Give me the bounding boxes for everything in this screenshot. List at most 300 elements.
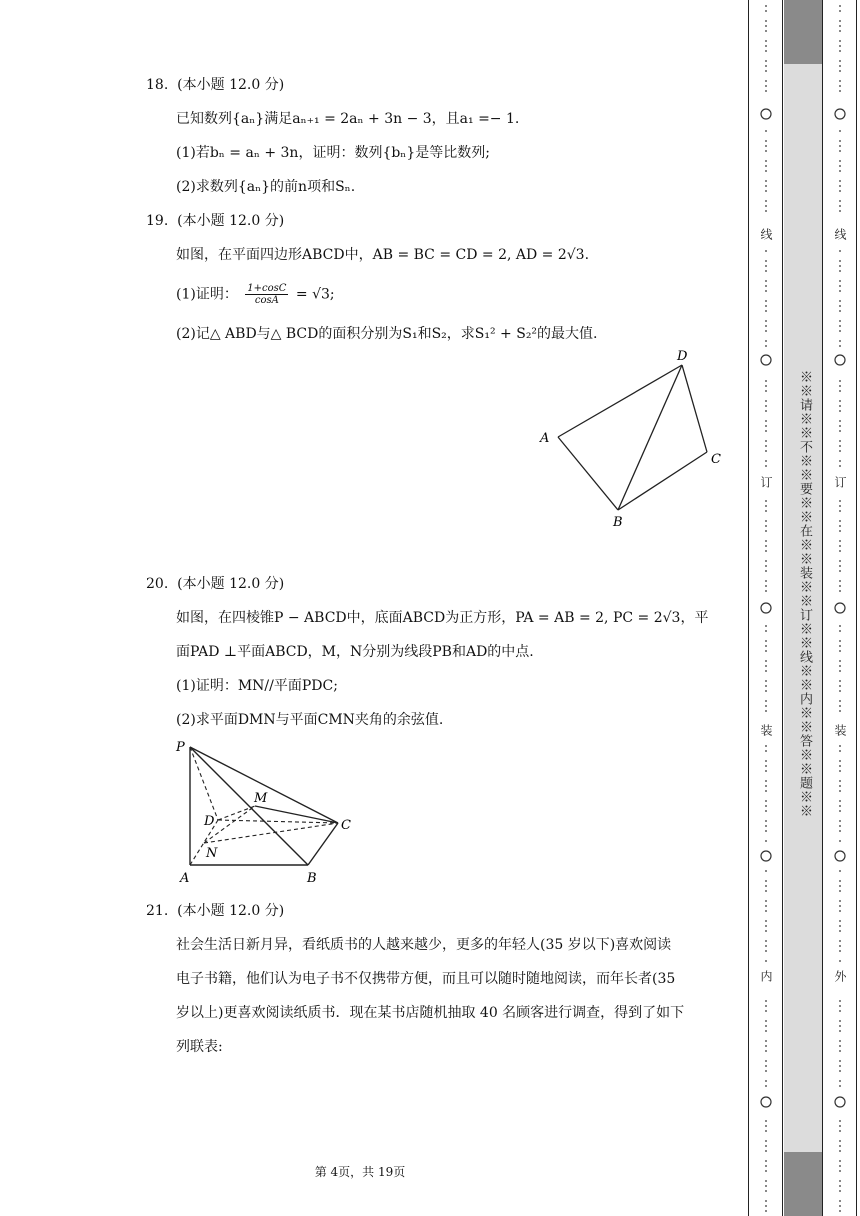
binding-bottom-block xyxy=(784,1152,822,1216)
seal-dot xyxy=(765,400,767,402)
seal-dot xyxy=(765,560,767,562)
seal-dot xyxy=(765,165,767,167)
seal-dot xyxy=(765,1050,767,1052)
seal-dot xyxy=(765,650,767,652)
seal-dot xyxy=(765,790,767,792)
seal-dot xyxy=(765,1080,767,1082)
seal-dot xyxy=(839,1060,841,1062)
seal-dot xyxy=(765,340,767,342)
seal-dot xyxy=(765,1000,767,1002)
seal-dot xyxy=(839,325,841,327)
seal-dot xyxy=(765,160,767,162)
seal-dot xyxy=(839,645,841,647)
seal-dot xyxy=(765,810,767,812)
seal-dot xyxy=(839,405,841,407)
seal-dot xyxy=(765,410,767,412)
seal-dot xyxy=(765,630,767,632)
seal-dot xyxy=(765,1065,767,1067)
seal-dot xyxy=(839,170,841,172)
seal-dot xyxy=(839,710,841,712)
seal-dot xyxy=(765,1190,767,1192)
seal-dot xyxy=(765,690,767,692)
seal-dot xyxy=(765,190,767,192)
seal-dot xyxy=(839,440,841,442)
seal-dot xyxy=(839,760,841,762)
seal-dot xyxy=(839,280,841,282)
seal-dot xyxy=(839,460,841,462)
seal-dot xyxy=(839,745,841,747)
seal-dot xyxy=(839,320,841,322)
seal-dot xyxy=(839,10,841,12)
seal-dot xyxy=(765,430,767,432)
seal-dot xyxy=(765,1005,767,1007)
seal-dot xyxy=(839,945,841,947)
label-D: D xyxy=(204,814,215,829)
outer-mark-ding: 订 xyxy=(833,476,847,489)
seal-dot xyxy=(765,310,767,312)
seal-dot xyxy=(839,685,841,687)
seal-dot xyxy=(765,1165,767,1167)
seal-dot xyxy=(839,630,841,632)
seal-dot xyxy=(839,85,841,87)
seal-dot xyxy=(765,285,767,287)
seal-dot xyxy=(765,540,767,542)
seal-dot xyxy=(839,1190,841,1192)
seal-dot xyxy=(765,510,767,512)
seal-dot xyxy=(765,505,767,507)
seal-dot xyxy=(839,1140,841,1142)
seal-dot xyxy=(839,1210,841,1212)
seal-dot xyxy=(839,1030,841,1032)
seal-dot xyxy=(839,825,841,827)
seal-dot xyxy=(839,270,841,272)
seal-dot xyxy=(839,25,841,27)
seal-dot xyxy=(765,945,767,947)
seal-dot xyxy=(839,1200,841,1202)
label-C: C xyxy=(711,452,721,467)
seal-dot xyxy=(765,30,767,32)
seal-dot xyxy=(839,810,841,812)
seal-dot xyxy=(765,210,767,212)
seal-dot xyxy=(765,585,767,587)
seal-dot xyxy=(765,305,767,307)
seal-dot xyxy=(839,940,841,942)
seal-dot xyxy=(765,1140,767,1142)
seal-dot xyxy=(765,60,767,62)
seal-dot xyxy=(839,1125,841,1127)
label-D: D xyxy=(677,349,688,364)
seal-dot xyxy=(765,70,767,72)
seal-dot xyxy=(839,145,841,147)
seal-dot xyxy=(839,1020,841,1022)
seal-dot xyxy=(765,905,767,907)
seal-dot xyxy=(765,50,767,52)
seal-dot xyxy=(765,450,767,452)
outer-seal-line xyxy=(826,0,854,1216)
seal-dot xyxy=(839,670,841,672)
seal-dot xyxy=(765,900,767,902)
q18-line-1: 已知数列{aₙ}满足aₙ₊₁ = 2aₙ + 3n − 3，且a₁ =− 1. xyxy=(176,111,520,127)
seal-dot xyxy=(839,450,841,452)
seal-dot xyxy=(765,930,767,932)
seal-dot xyxy=(765,770,767,772)
q20-part-2: (2)求平面DMN与平面CMN夹角的余弦值. xyxy=(176,712,444,728)
seal-dot xyxy=(839,30,841,32)
seal-dot xyxy=(839,165,841,167)
seal-dot xyxy=(839,565,841,567)
seal-dot xyxy=(839,820,841,822)
seal-dot xyxy=(839,290,841,292)
q20-line-2: 面PAD ⊥平面ABCD，M，N分别为线段PB和AD的中点. xyxy=(176,644,534,660)
no-answer-notice: ※※请※※不※※要※※在※※装※※订※※线※※内※※答※※题※※ xyxy=(797,370,812,818)
seal-dot xyxy=(839,160,841,162)
seal-dot xyxy=(765,530,767,532)
seal-dot xyxy=(839,800,841,802)
seal-dot xyxy=(839,1065,841,1067)
label-M: M xyxy=(254,791,268,806)
seal-dot xyxy=(765,785,767,787)
seal-dot xyxy=(839,140,841,142)
seal-dot xyxy=(765,710,767,712)
seal-dot xyxy=(765,1200,767,1202)
seal-dot xyxy=(765,705,767,707)
seal-dot xyxy=(765,760,767,762)
seal-dot xyxy=(839,530,841,532)
seal-dot xyxy=(839,40,841,42)
seal-dot xyxy=(839,1010,841,1012)
quadrilateral-figure xyxy=(530,345,730,535)
seal-dot xyxy=(765,830,767,832)
q18-part-1: (1)若bₙ = aₙ + 3n，证明：数列{bₙ}是等比数列; xyxy=(176,145,490,161)
q21-line-4: 列联表: xyxy=(176,1039,223,1055)
q19-line-1: 如图，在平面四边形ABCD中，AB = BC = CD = 2, AD = 2√3. xyxy=(176,247,590,263)
seal-dot xyxy=(765,550,767,552)
seal-dot xyxy=(765,40,767,42)
seal-dot xyxy=(839,750,841,752)
seal-dot xyxy=(765,1160,767,1162)
seal-dot xyxy=(765,1045,767,1047)
seal-dot xyxy=(765,260,767,262)
seal-dot xyxy=(839,625,841,627)
q19-part-2: (2)记△ ABD与△ BCD的面积分别为S₁和S₂，求S₁² + S₂²的最大值. xyxy=(176,326,598,342)
seal-dot xyxy=(839,570,841,572)
outer-mark-wai: 外 xyxy=(833,970,847,983)
label-A: A xyxy=(540,431,550,446)
seal-dot xyxy=(839,1145,841,1147)
seal-dot xyxy=(839,1085,841,1087)
seal-dot xyxy=(765,565,767,567)
seal-dot xyxy=(839,45,841,47)
binding-border-right xyxy=(856,0,857,1216)
seal-dot xyxy=(765,20,767,22)
pyramid-figure xyxy=(170,735,370,890)
seal-dot xyxy=(839,705,841,707)
seal-dot xyxy=(839,1185,841,1187)
inner-mark-ding: 订 xyxy=(759,476,773,489)
seal-dot xyxy=(839,785,841,787)
q19-part-1: (1)证明： $\frac{1+\cos C}{\cos A}$ = √3; xyxy=(176,283,335,306)
seal-dot xyxy=(839,250,841,252)
seal-dot xyxy=(765,80,767,82)
seal-dot xyxy=(765,590,767,592)
seal-dot xyxy=(765,805,767,807)
seal-dot xyxy=(839,465,841,467)
seal-dot xyxy=(839,1025,841,1027)
seal-dot xyxy=(765,140,767,142)
seal-dot xyxy=(839,840,841,842)
seal-dot xyxy=(839,550,841,552)
seal-dot xyxy=(765,10,767,12)
seal-dot xyxy=(839,700,841,702)
seal-dot xyxy=(765,1070,767,1072)
seal-dot xyxy=(765,205,767,207)
seal-dot xyxy=(765,520,767,522)
seal-dot xyxy=(765,640,767,642)
seal-dot xyxy=(839,205,841,207)
seal-dot xyxy=(765,880,767,882)
seal-dot xyxy=(839,345,841,347)
label-B: B xyxy=(307,871,317,886)
seal-dot xyxy=(765,660,767,662)
seal-dot xyxy=(765,1060,767,1062)
seal-dot xyxy=(765,1150,767,1152)
seal-dot xyxy=(765,385,767,387)
seal-dot xyxy=(765,950,767,952)
seal-dot xyxy=(765,890,767,892)
seal-dot xyxy=(839,1005,841,1007)
seal-dot xyxy=(765,680,767,682)
seal-dot xyxy=(765,25,767,27)
question-20-header: 20. (本小题 12.0 分) xyxy=(146,576,285,592)
seal-dot xyxy=(765,940,767,942)
seal-dot xyxy=(839,960,841,962)
seal-dot xyxy=(839,265,841,267)
seal-dot xyxy=(839,505,841,507)
seal-dot xyxy=(839,305,841,307)
seal-dot xyxy=(839,260,841,262)
seal-dot xyxy=(839,185,841,187)
seal-dot xyxy=(839,210,841,212)
seal-dot xyxy=(765,645,767,647)
seal-dot xyxy=(839,430,841,432)
seal-dot xyxy=(839,410,841,412)
seal-dot xyxy=(839,890,841,892)
seal-dot xyxy=(839,400,841,402)
seal-dot xyxy=(765,280,767,282)
seal-dot xyxy=(765,670,767,672)
seal-dot xyxy=(839,340,841,342)
seal-dot xyxy=(765,45,767,47)
seal-dot xyxy=(839,665,841,667)
seal-dot xyxy=(765,750,767,752)
seal-dot xyxy=(839,925,841,927)
seal-dot xyxy=(839,1150,841,1152)
label-P: P xyxy=(176,740,185,755)
seal-dot xyxy=(839,680,841,682)
seal-dot xyxy=(839,1050,841,1052)
seal-dot xyxy=(839,905,841,907)
seal-dot xyxy=(765,405,767,407)
seal-dot xyxy=(839,130,841,132)
seal-dot xyxy=(765,570,767,572)
seal-dot xyxy=(839,790,841,792)
seal-dot xyxy=(839,1120,841,1122)
q18-part-2: (2)求数列{aₙ}的前n项和Sₙ. xyxy=(176,179,356,195)
seal-dot xyxy=(839,80,841,82)
q21-line-3: 岁以上)更喜欢阅读纸质书．现在某书店随机抽取 40 名顾客进行调查，得到了如下 xyxy=(176,1005,685,1021)
seal-dot xyxy=(765,700,767,702)
seal-dot xyxy=(765,1205,767,1207)
seal-dot xyxy=(765,1145,767,1147)
seal-dot xyxy=(765,1120,767,1122)
seal-dot xyxy=(839,180,841,182)
seal-dot xyxy=(839,590,841,592)
question-21-header: 21. (本小题 12.0 分) xyxy=(146,903,285,919)
seal-dot xyxy=(839,310,841,312)
seal-dot xyxy=(765,250,767,252)
seal-dot xyxy=(839,1130,841,1132)
seal-dot xyxy=(839,545,841,547)
seal-dot xyxy=(765,960,767,962)
seal-dot xyxy=(765,390,767,392)
q20-part-1: (1)证明：MN//平面PDC; xyxy=(176,678,338,694)
seal-dot xyxy=(839,690,841,692)
seal-dot xyxy=(839,580,841,582)
seal-dot xyxy=(765,525,767,527)
inner-seal-line xyxy=(752,0,780,1216)
seal-dot xyxy=(765,800,767,802)
seal-dot xyxy=(839,500,841,502)
seal-dot xyxy=(765,1040,767,1042)
seal-dot xyxy=(839,1000,841,1002)
seal-dot xyxy=(839,1180,841,1182)
seal-dot xyxy=(839,950,841,952)
seal-dot xyxy=(765,345,767,347)
seal-dot xyxy=(765,685,767,687)
seal-dot xyxy=(839,885,841,887)
seal-dot xyxy=(765,1170,767,1172)
seal-dot xyxy=(839,660,841,662)
seal-dot xyxy=(765,465,767,467)
page-footer: 第 4页，共 19页 xyxy=(314,1165,406,1179)
q20-line-1: 如图，在四棱锥P − ABCD中，底面ABCD为正方形，PA = AB = 2, PC = 2√3，平 xyxy=(176,610,709,626)
seal-dot xyxy=(765,5,767,7)
binding-border-outer xyxy=(822,0,823,1216)
seal-dot xyxy=(765,150,767,152)
seal-dot xyxy=(839,910,841,912)
binding-border-inner xyxy=(782,0,783,1216)
seal-dot xyxy=(839,1040,841,1042)
seal-dot xyxy=(765,820,767,822)
seal-dot xyxy=(765,825,767,827)
seal-dot xyxy=(765,440,767,442)
seal-dot xyxy=(765,265,767,267)
seal-dot xyxy=(839,50,841,52)
seal-dot xyxy=(765,300,767,302)
seal-dot xyxy=(839,930,841,932)
seal-dot xyxy=(765,545,767,547)
seal-dot xyxy=(839,190,841,192)
seal-dot xyxy=(839,330,841,332)
seal-dot xyxy=(765,380,767,382)
seal-dot xyxy=(765,1180,767,1182)
seal-dot xyxy=(839,150,841,152)
seal-dot xyxy=(839,765,841,767)
seal-dot xyxy=(839,425,841,427)
outer-mark-xian: 线 xyxy=(833,228,847,241)
seal-dot xyxy=(839,420,841,422)
seal-dot xyxy=(765,500,767,502)
seal-dot xyxy=(765,1185,767,1187)
inner-mark-zhuang: 装 xyxy=(759,724,773,737)
seal-dot xyxy=(765,445,767,447)
seal-dot xyxy=(765,870,767,872)
seal-dot xyxy=(765,580,767,582)
seal-dot xyxy=(839,805,841,807)
seal-dot xyxy=(765,625,767,627)
seal-dot xyxy=(765,90,767,92)
seal-dot xyxy=(839,70,841,72)
seal-dot xyxy=(765,330,767,332)
seal-dot xyxy=(765,170,767,172)
seal-dot xyxy=(765,180,767,182)
binding-top-block xyxy=(784,0,822,64)
seal-dot xyxy=(765,425,767,427)
seal-dot xyxy=(765,1010,767,1012)
seal-dot xyxy=(839,540,841,542)
seal-dot xyxy=(765,1210,767,1212)
inner-mark-nei: 内 xyxy=(759,970,773,983)
seal-dot xyxy=(765,185,767,187)
seal-dot xyxy=(839,585,841,587)
seal-dot xyxy=(765,65,767,67)
question-18-header: 18. (本小题 12.0 分) xyxy=(146,77,285,93)
seal-dot xyxy=(839,525,841,527)
seal-dot xyxy=(839,1205,841,1207)
seal-dot xyxy=(765,270,767,272)
seal-dot xyxy=(839,830,841,832)
inner-mark-xian: 线 xyxy=(759,228,773,241)
seal-dot xyxy=(765,920,767,922)
seal-dot xyxy=(765,1130,767,1132)
label-N: N xyxy=(206,846,218,861)
seal-dot xyxy=(839,510,841,512)
seal-dot xyxy=(839,20,841,22)
seal-dot xyxy=(765,420,767,422)
seal-dot xyxy=(839,65,841,67)
seal-dot xyxy=(839,880,841,882)
seal-dot xyxy=(765,1030,767,1032)
seal-dot xyxy=(839,1045,841,1047)
seal-dot xyxy=(839,650,841,652)
label-B: B xyxy=(613,515,623,530)
seal-dot xyxy=(839,385,841,387)
seal-dot xyxy=(839,780,841,782)
seal-dot xyxy=(765,200,767,202)
seal-dot xyxy=(765,765,767,767)
seal-dot xyxy=(765,145,767,147)
seal-dot xyxy=(839,90,841,92)
seal-dot xyxy=(839,640,841,642)
label-A: A xyxy=(180,871,190,886)
seal-dot xyxy=(765,745,767,747)
seal-dot xyxy=(765,1025,767,1027)
seal-dot xyxy=(765,780,767,782)
q21-line-2: 电子书籍，他们认为电子书不仅携带方便，而且可以随时随地阅读，而年长者(35 xyxy=(176,971,676,987)
seal-dot xyxy=(839,1165,841,1167)
seal-dot xyxy=(765,130,767,132)
seal-dot xyxy=(839,920,841,922)
